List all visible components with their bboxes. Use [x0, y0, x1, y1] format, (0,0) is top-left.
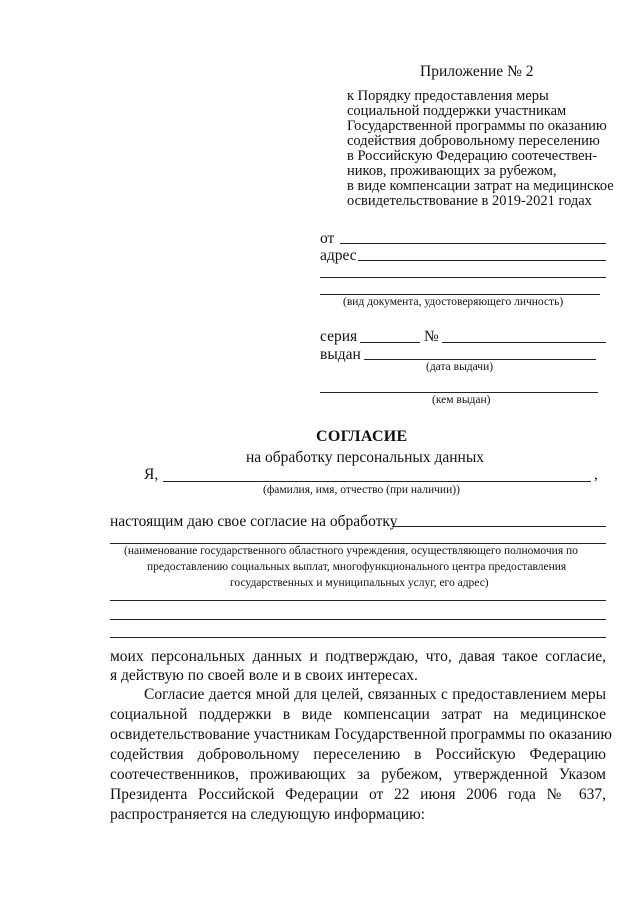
series-field[interactable]	[360, 342, 420, 343]
paragraph-line: я действую по своей воле и в своих интересах.	[110, 667, 418, 684]
appendix-line: в виде компенсации затрат на медицинское	[347, 178, 614, 194]
issued-label: выдан	[320, 346, 361, 363]
consent-subtitle: на обработку персональных данных	[246, 449, 484, 466]
issue-date-field[interactable]	[364, 359, 596, 360]
appendix-line: к Порядку предоставления меры	[347, 88, 549, 104]
consent-title: СОГЛАСИЕ	[316, 428, 408, 445]
paragraph-line: Согласие дается мной для целей, связанных с предоставлением меры	[144, 686, 606, 703]
organization-address-line-3[interactable]	[110, 637, 606, 638]
appendix-line: Государственной программы по оказанию	[347, 118, 607, 134]
address-label: адрес	[320, 247, 357, 264]
organization-field-line-2[interactable]	[110, 543, 606, 544]
organization-caption-line: государственных и муниципальных услуг, его адрес)	[230, 577, 489, 589]
appendix-line: содействия добровольному переселению	[347, 133, 600, 149]
organization-caption-line: (наименование государственного областного учреждения, осуществляющего полномочия по	[124, 545, 578, 557]
issued-by-field[interactable]	[320, 392, 598, 393]
organization-field[interactable]	[392, 526, 606, 527]
full-name-field[interactable]	[163, 481, 591, 482]
full-name-caption: (фамилия, имя, отчество (при наличии))	[263, 484, 460, 496]
identity-document-field[interactable]	[320, 294, 600, 295]
from-field[interactable]	[340, 243, 606, 244]
appendix-title: Приложение № 2	[420, 63, 534, 80]
address-field-line-2[interactable]	[320, 277, 606, 278]
paragraph-line: Президента Российской Федерации от 22 июня 2006 года № 637,	[110, 786, 606, 803]
number-field[interactable]	[442, 342, 606, 343]
organization-address-line-2[interactable]	[110, 619, 606, 620]
paragraph-line: содействия добровольному переселению в Российскую Федерацию	[110, 746, 606, 763]
paragraph-line: социальной поддержки в виде компенсации затрат на медицинское	[110, 706, 606, 723]
paragraph-line: освидетельствование участникам Государственной программы по оказанию	[110, 726, 613, 743]
appendix-line: в Российскую Федерацию соотечествен-	[347, 148, 598, 164]
paragraph-line: моих персональных данных и подтверждаю, что, давая такое согласие,	[110, 648, 606, 665]
appendix-line: ников, проживающих за рубежом,	[347, 163, 557, 179]
issue-date-caption: (дата выдачи)	[426, 361, 494, 373]
from-label: от	[320, 230, 335, 247]
i-label: Я,	[144, 466, 159, 483]
number-label: №	[424, 328, 439, 345]
appendix-line: освидетельствование в 2019-2021 годах	[347, 193, 592, 209]
comma: ,	[594, 466, 598, 483]
give-consent-text: настоящим даю свое согласие на обработку	[110, 513, 398, 530]
paragraph-line: распространяется на следующую информацию:	[110, 806, 425, 823]
series-label: серия	[320, 328, 358, 345]
organization-caption-line: предоставлению социальных выплат, многофункционального центра предоставления	[147, 561, 567, 573]
organization-address-line-1[interactable]	[110, 600, 606, 601]
appendix-line: социальной поддержки участникам	[347, 103, 567, 119]
address-field[interactable]	[358, 260, 606, 261]
paragraph-line: соотечественников, проживающих за рубежом, утвержденной Указом	[110, 766, 606, 783]
issued-by-caption: (кем выдан)	[432, 394, 491, 406]
identity-document-caption: (вид документа, удостоверяющего личность)	[343, 296, 564, 308]
